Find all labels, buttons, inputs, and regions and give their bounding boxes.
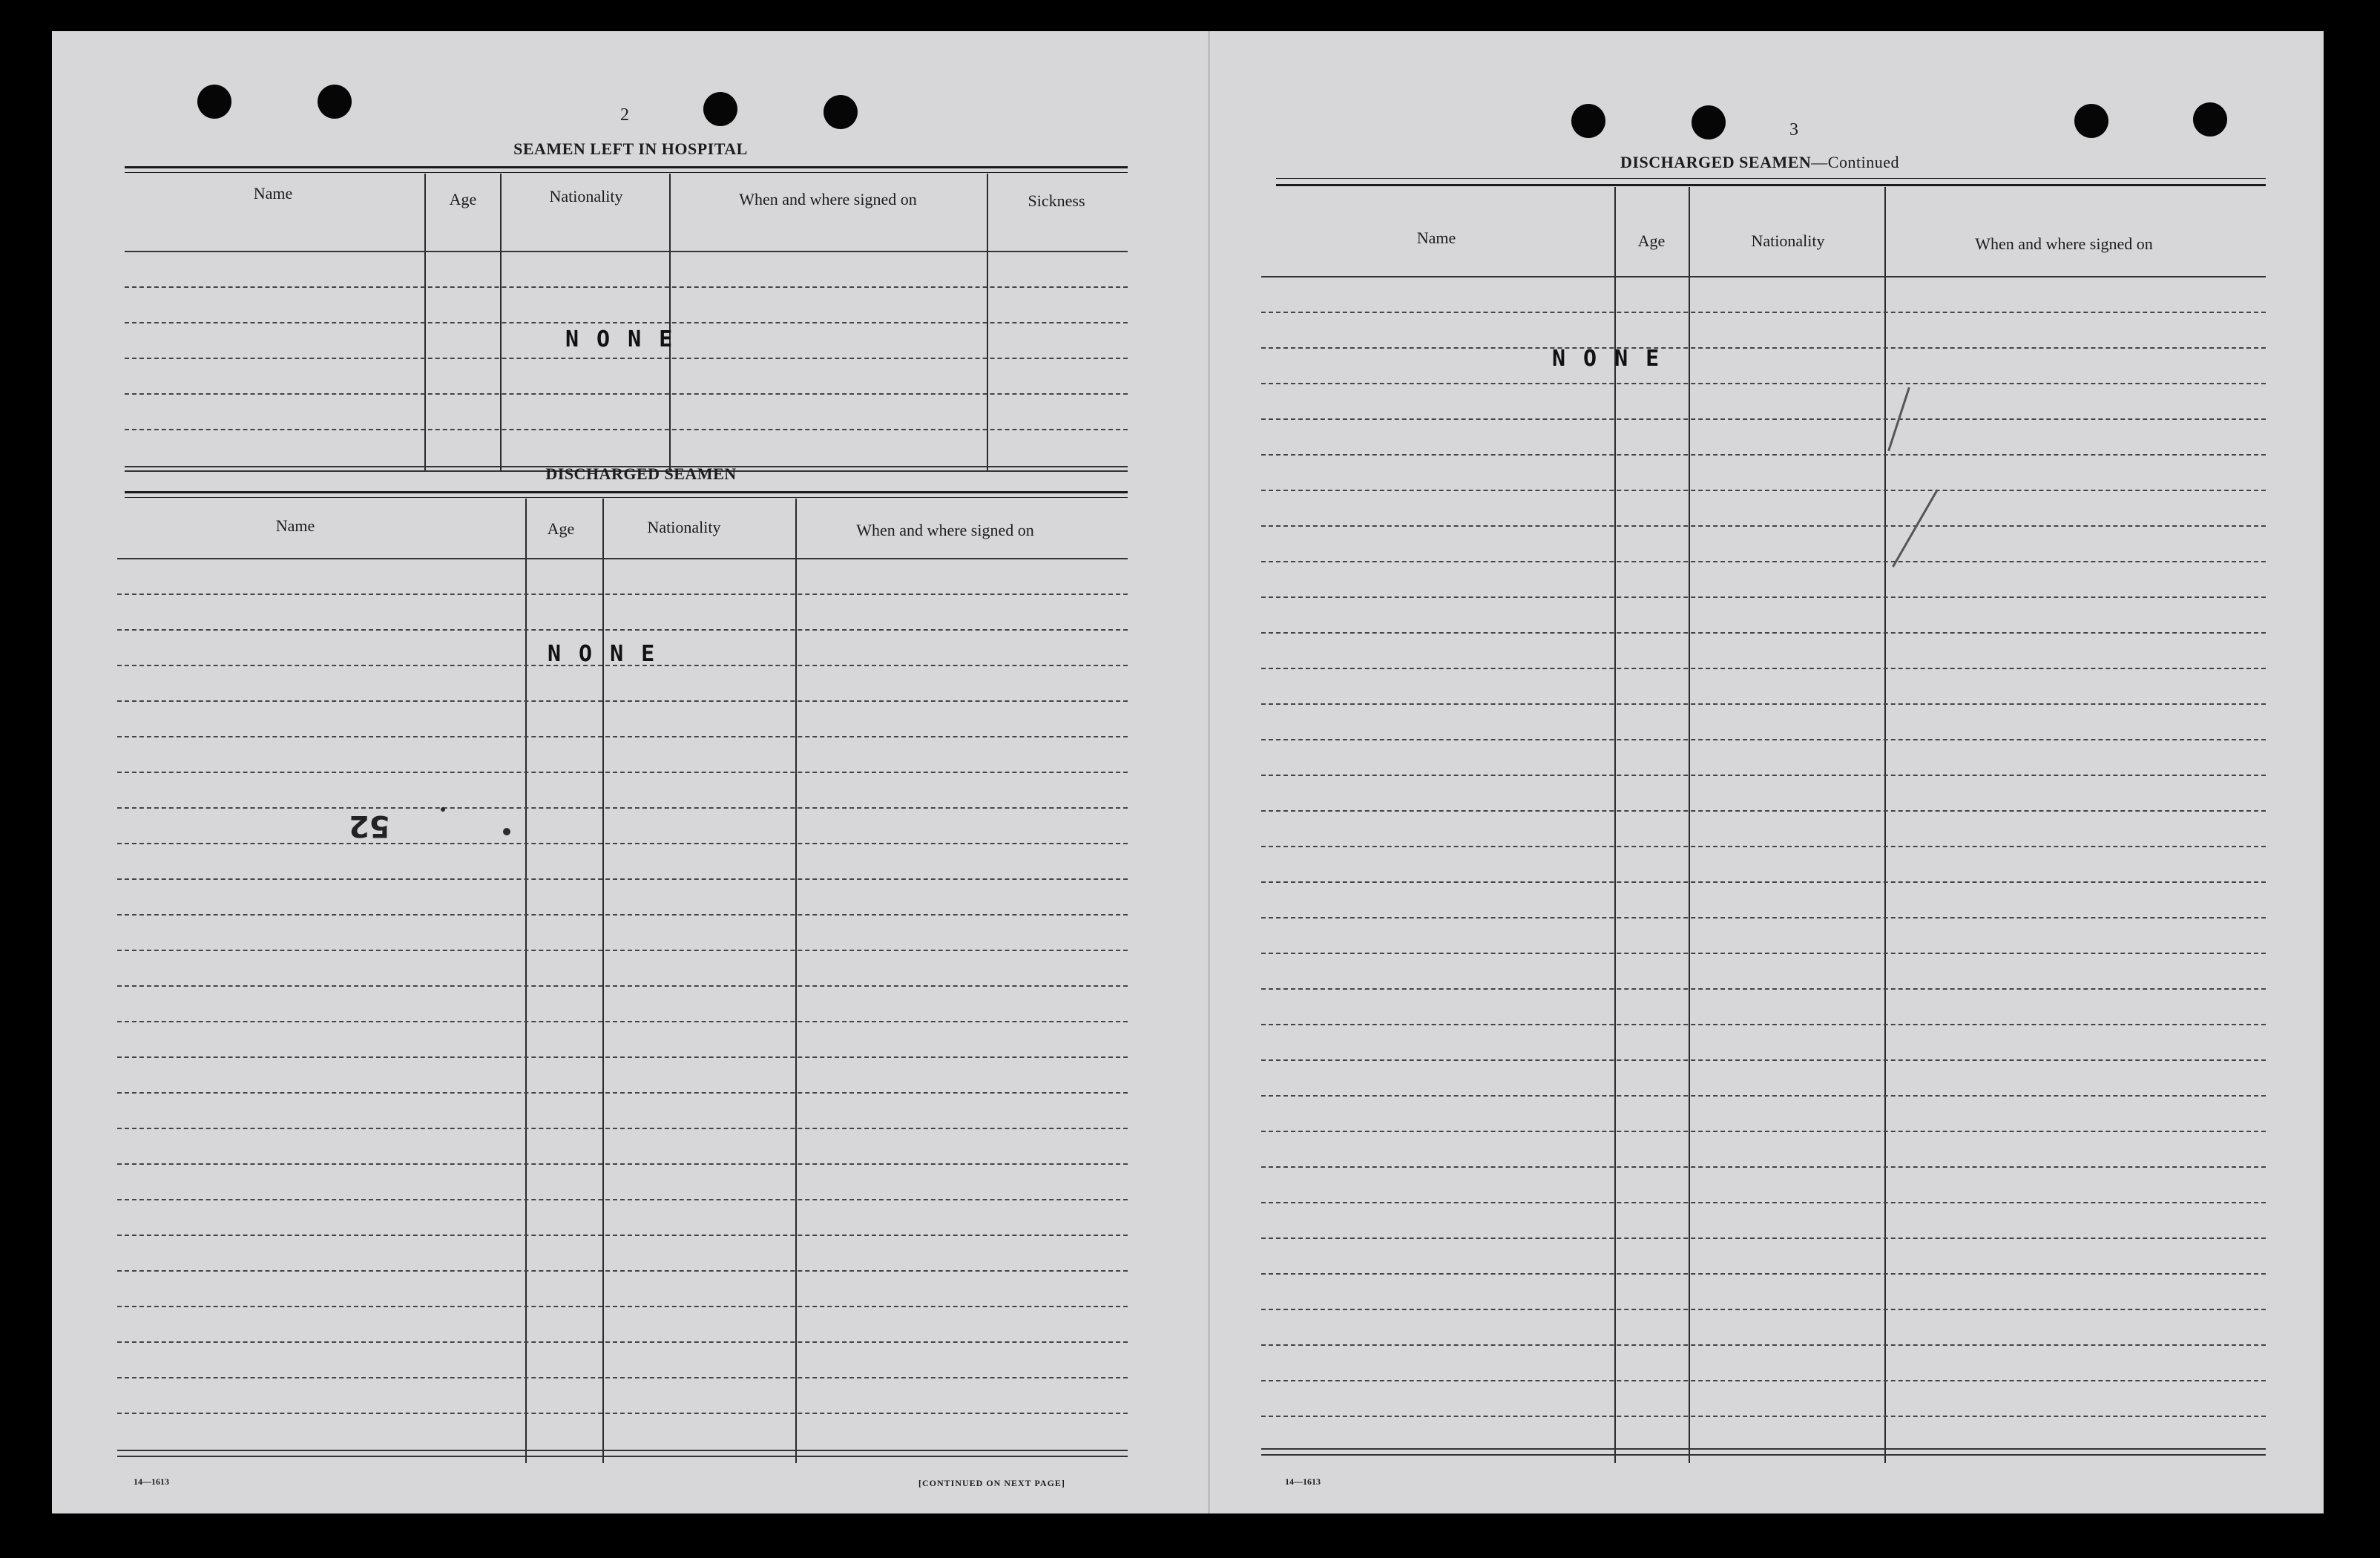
header-underline xyxy=(117,558,1128,559)
ink-speck xyxy=(503,828,510,835)
none-stamp: NONE xyxy=(565,326,691,352)
ruled-line xyxy=(1261,383,2266,384)
ruled-line xyxy=(1261,454,2266,456)
top-rule-thin xyxy=(125,172,1128,173)
hospital-table xyxy=(125,174,1128,472)
discharged-continued-table xyxy=(1261,187,2266,1463)
column-divider xyxy=(795,499,797,1463)
ruled-line xyxy=(117,914,1128,916)
top-rule xyxy=(1276,184,2266,186)
ruled-line xyxy=(117,1163,1128,1165)
discharged-table xyxy=(117,499,1128,1463)
ruled-line xyxy=(117,1341,1128,1343)
ruled-line xyxy=(117,1128,1128,1129)
column-header-nationality: Nationality xyxy=(647,518,721,536)
form-number: 14—1613 xyxy=(134,1476,169,1487)
ruled-line xyxy=(1261,561,2266,562)
column-header-name: Name xyxy=(253,184,293,203)
column-header-age: Age xyxy=(547,519,575,538)
ruled-line xyxy=(125,286,1128,288)
column-divider xyxy=(525,499,527,1463)
ruled-line xyxy=(1261,703,2266,705)
ruled-line xyxy=(125,393,1128,395)
column-header-sickness: Sickness xyxy=(1028,191,1085,210)
ruled-line xyxy=(117,629,1128,631)
ruled-line xyxy=(1261,1380,2266,1381)
column-header-name: Name xyxy=(1416,229,1456,247)
continued-note: [CONTINUED ON NEXT PAGE] xyxy=(918,1478,1065,1488)
page-number: 3 xyxy=(1789,120,1798,139)
ruled-line xyxy=(117,1235,1128,1236)
ruled-line xyxy=(1261,596,2266,598)
ruled-line xyxy=(1261,917,2266,918)
ruled-line xyxy=(117,985,1128,987)
ruled-line xyxy=(1261,347,2266,349)
ruled-line xyxy=(125,322,1128,323)
column-header-nationality: Nationality xyxy=(1751,231,1825,250)
ruled-line xyxy=(1261,525,2266,527)
column-header-signed-on: When and where signed on xyxy=(856,521,1034,539)
ruled-line xyxy=(117,1092,1128,1094)
discharged-section-title: DISCHARGED SEAMEN xyxy=(545,464,737,483)
ruled-line xyxy=(125,429,1128,430)
ruled-line xyxy=(1261,988,2266,990)
ruled-line xyxy=(117,1377,1128,1378)
ruled-line xyxy=(1261,846,2266,847)
ruled-line xyxy=(117,736,1128,737)
ruled-line xyxy=(1261,1131,2266,1132)
ruled-line xyxy=(1261,668,2266,669)
none-stamp: NONE xyxy=(1552,346,1677,372)
ruled-line xyxy=(125,358,1128,359)
ruled-line xyxy=(1261,810,2266,812)
ruled-line xyxy=(1261,632,2266,634)
ruled-line xyxy=(1261,1309,2266,1310)
ruled-line xyxy=(117,843,1128,844)
column-divider xyxy=(1884,187,1886,1463)
ruled-line xyxy=(117,1270,1128,1272)
header-underline xyxy=(125,251,1128,252)
column-header-age: Age xyxy=(449,190,477,208)
ruled-line xyxy=(1261,1273,2266,1275)
form-number: 14—1613 xyxy=(1285,1476,1321,1487)
ink-speck xyxy=(441,807,445,812)
ruled-line xyxy=(117,772,1128,773)
section-rule-thin xyxy=(125,497,1128,498)
ruled-line xyxy=(1261,1202,2266,1203)
ruled-line xyxy=(117,1056,1128,1058)
table-bottom-rule xyxy=(117,1456,1128,1457)
table-bottom-rule xyxy=(1261,1454,2266,1456)
ruled-line xyxy=(117,950,1128,951)
title-main: DISCHARGED SEAMEN xyxy=(1620,153,1812,171)
table-bottom-rule xyxy=(1261,1448,2266,1450)
pencil-stroke xyxy=(1892,489,1939,567)
ruled-line xyxy=(1261,1059,2266,1061)
ruled-line xyxy=(117,700,1128,702)
column-divider xyxy=(1689,187,1690,1463)
section-rule xyxy=(125,491,1128,493)
ruled-line xyxy=(1261,1416,2266,1417)
ruled-line xyxy=(1261,1344,2266,1346)
page-number: 2 xyxy=(620,105,629,125)
ruled-line xyxy=(117,1021,1128,1022)
handwritten-mark: 52 xyxy=(349,809,390,843)
ruled-line xyxy=(1261,490,2266,491)
ruled-line xyxy=(1261,1095,2266,1097)
left-page xyxy=(52,31,1208,1513)
scanned-document xyxy=(52,31,2324,1513)
top-rule xyxy=(125,166,1128,168)
ruled-line xyxy=(1261,1237,2266,1239)
ruled-line xyxy=(117,1306,1128,1307)
column-divider xyxy=(1614,187,1616,1463)
hospital-section-title: SEAMEN LEFT IN HOSPITAL xyxy=(513,139,748,158)
ruled-line xyxy=(117,1413,1128,1414)
column-header-signed-on: When and where signed on xyxy=(1975,234,2153,253)
column-header-name: Name xyxy=(275,516,315,535)
ruled-line xyxy=(117,594,1128,595)
header-underline xyxy=(1261,276,2266,277)
column-header-age: Age xyxy=(1637,231,1666,250)
column-header-signed-on: When and where signed on xyxy=(739,190,917,208)
ruled-line xyxy=(1261,739,2266,740)
ruled-line xyxy=(117,807,1128,809)
ruled-line xyxy=(117,878,1128,880)
table-bottom-rule xyxy=(117,1450,1128,1451)
none-stamp: NONE xyxy=(548,641,673,667)
ruled-line xyxy=(117,1199,1128,1200)
top-rule-thin xyxy=(1276,178,2266,179)
discharged-continued-title xyxy=(1620,153,1899,172)
right-page xyxy=(1211,31,2324,1513)
column-header-nationality: Nationality xyxy=(549,187,623,206)
ruled-line xyxy=(1261,953,2266,954)
ruled-line xyxy=(1261,881,2266,883)
ruled-line xyxy=(1261,1024,2266,1025)
ruled-line xyxy=(1261,775,2266,776)
ruled-line xyxy=(1261,418,2266,420)
title-suffix: —Continued xyxy=(1811,153,1899,171)
ruled-line xyxy=(1261,1166,2266,1168)
ruled-line xyxy=(1261,312,2266,313)
page-fold xyxy=(1208,31,1210,1513)
